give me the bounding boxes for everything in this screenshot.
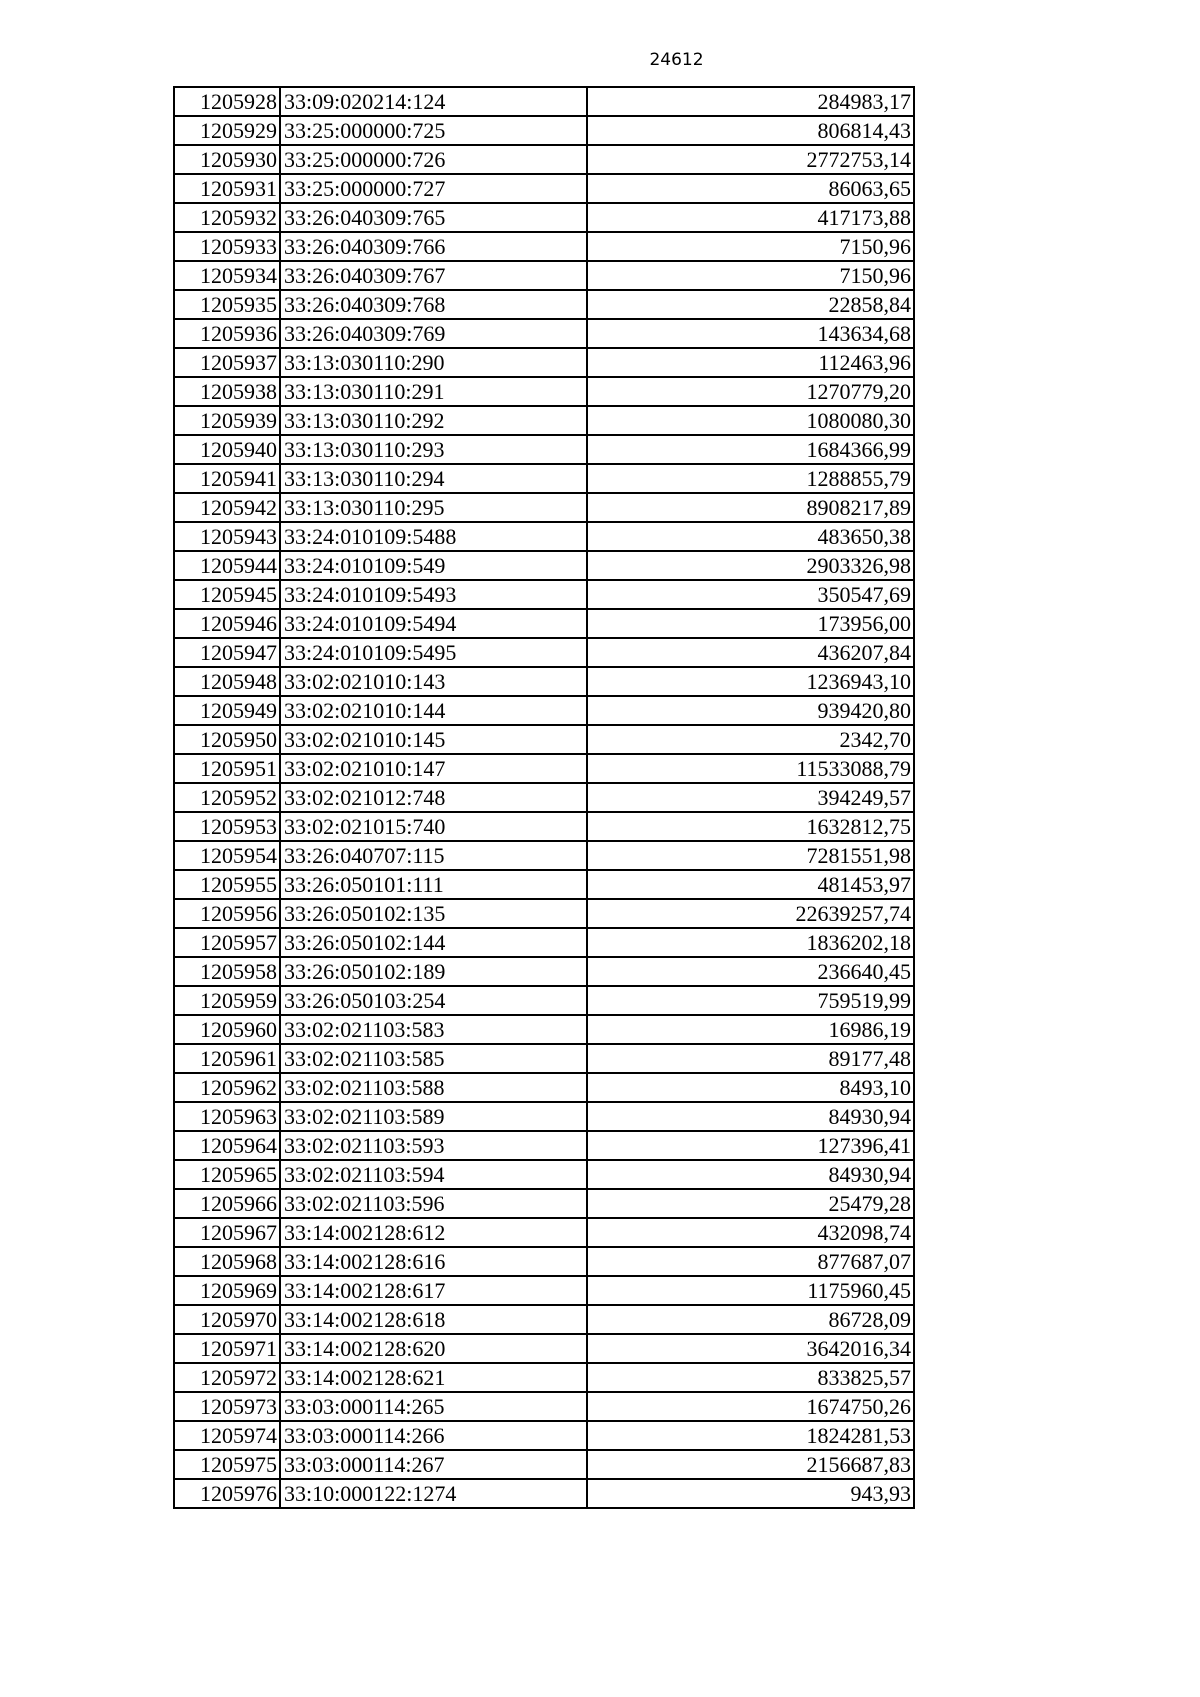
- value-cell: 86728,09: [587, 1305, 914, 1334]
- value-cell: 2903326,98: [587, 551, 914, 580]
- table-row: [174, 551, 914, 580]
- cadastral-number-cell: 33:14:002128:616: [280, 1247, 587, 1276]
- value-cell: 759519,99: [587, 986, 914, 1015]
- table-row: [174, 1218, 914, 1247]
- cadastral-number-cell: 33:10:000122:1274: [280, 1479, 587, 1508]
- value-cell: 2342,70: [587, 725, 914, 754]
- value-cell: 417173,88: [587, 203, 914, 232]
- value-cell: 127396,41: [587, 1131, 914, 1160]
- value-cell: 284983,17: [587, 87, 914, 116]
- cadastral-number-cell: 33:24:010109:5493: [280, 580, 587, 609]
- row-id-cell: 1205948: [174, 667, 280, 696]
- table-row: [174, 1479, 914, 1508]
- table-row: [174, 232, 914, 261]
- cadastral-number-cell: 33:24:010109:549: [280, 551, 587, 580]
- table-row: [174, 928, 914, 957]
- value-cell: 22858,84: [587, 290, 914, 319]
- table-row: [174, 870, 914, 899]
- row-id-cell: 1205962: [174, 1073, 280, 1102]
- value-cell: 1684366,99: [587, 435, 914, 464]
- table-row: [174, 464, 914, 493]
- cadastral-number-cell: 33:02:021010:144: [280, 696, 587, 725]
- table-row: [174, 377, 914, 406]
- value-cell: 1080080,30: [587, 406, 914, 435]
- row-id-cell: 1205965: [174, 1160, 280, 1189]
- cadastral-number-cell: 33:09:020214:124: [280, 87, 587, 116]
- row-id-cell: 1205958: [174, 957, 280, 986]
- table-row: [174, 667, 914, 696]
- row-id-cell: 1205973: [174, 1392, 280, 1421]
- table-row: [174, 1073, 914, 1102]
- row-id-cell: 1205949: [174, 696, 280, 725]
- value-cell: 8493,10: [587, 1073, 914, 1102]
- value-cell: 350547,69: [587, 580, 914, 609]
- value-cell: 1288855,79: [587, 464, 914, 493]
- table-row: [174, 290, 914, 319]
- value-cell: 939420,80: [587, 696, 914, 725]
- value-cell: 112463,96: [587, 348, 914, 377]
- table-row: [174, 783, 914, 812]
- value-cell: 3642016,34: [587, 1334, 914, 1363]
- table-row: [174, 754, 914, 783]
- value-cell: 1270779,20: [587, 377, 914, 406]
- cadastral-number-cell: 33:26:040309:765: [280, 203, 587, 232]
- value-cell: 1632812,75: [587, 812, 914, 841]
- cadastral-number-cell: 33:02:021010:145: [280, 725, 587, 754]
- table-row: [174, 261, 914, 290]
- cadastral-number-cell: 33:02:021103:589: [280, 1102, 587, 1131]
- cadastral-number-cell: 33:13:030110:295: [280, 493, 587, 522]
- row-id-cell: 1205947: [174, 638, 280, 667]
- value-cell: 877687,07: [587, 1247, 914, 1276]
- row-id-cell: 1205951: [174, 754, 280, 783]
- row-id-cell: 1205957: [174, 928, 280, 957]
- value-cell: 1824281,53: [587, 1421, 914, 1450]
- cadastral-number-cell: 33:13:030110:293: [280, 435, 587, 464]
- table-row: [174, 1305, 914, 1334]
- cadastral-number-cell: 33:02:021012:748: [280, 783, 587, 812]
- table-row: [174, 725, 914, 754]
- value-cell: 833825,57: [587, 1363, 914, 1392]
- row-id-cell: 1205974: [174, 1421, 280, 1450]
- row-id-cell: 1205934: [174, 261, 280, 290]
- cadastral-number-cell: 33:26:050102:144: [280, 928, 587, 957]
- table-row: [174, 696, 914, 725]
- value-cell: 89177,48: [587, 1044, 914, 1073]
- value-cell: 8908217,89: [587, 493, 914, 522]
- value-cell: 1175960,45: [587, 1276, 914, 1305]
- row-id-cell: 1205929: [174, 116, 280, 145]
- cadastral-number-cell: 33:14:002128:617: [280, 1276, 587, 1305]
- table-body: [174, 87, 914, 1508]
- row-id-cell: 1205940: [174, 435, 280, 464]
- cadastral-number-cell: 33:02:021010:143: [280, 667, 587, 696]
- table-row: [174, 957, 914, 986]
- cadastral-number-cell: 33:26:050103:254: [280, 986, 587, 1015]
- page-number: 24612: [649, 50, 704, 70]
- cadastral-number-cell: 33:13:030110:290: [280, 348, 587, 377]
- value-cell: 84930,94: [587, 1102, 914, 1131]
- table-row: [174, 493, 914, 522]
- row-id-cell: 1205976: [174, 1479, 280, 1508]
- row-id-cell: 1205954: [174, 841, 280, 870]
- row-id-cell: 1205939: [174, 406, 280, 435]
- cadastral-number-cell: 33:14:002128:618: [280, 1305, 587, 1334]
- row-id-cell: 1205967: [174, 1218, 280, 1247]
- row-id-cell: 1205931: [174, 174, 280, 203]
- table-row: [174, 1189, 914, 1218]
- value-cell: 7150,96: [587, 261, 914, 290]
- value-cell: 236640,45: [587, 957, 914, 986]
- row-id-cell: 1205960: [174, 1015, 280, 1044]
- cadastral-number-cell: 33:24:010109:5488: [280, 522, 587, 551]
- row-id-cell: 1205941: [174, 464, 280, 493]
- table-row: [174, 899, 914, 928]
- row-id-cell: 1205956: [174, 899, 280, 928]
- row-id-cell: 1205945: [174, 580, 280, 609]
- cadastral-number-cell: 33:26:050101:111: [280, 870, 587, 899]
- cadastral-number-cell: 33:02:021103:585: [280, 1044, 587, 1073]
- cadastral-number-cell: 33:14:002128:612: [280, 1218, 587, 1247]
- value-cell: 25479,28: [587, 1189, 914, 1218]
- table-row: [174, 435, 914, 464]
- row-id-cell: 1205953: [174, 812, 280, 841]
- value-cell: 432098,74: [587, 1218, 914, 1247]
- row-id-cell: 1205950: [174, 725, 280, 754]
- table-row: [174, 522, 914, 551]
- table-row: [174, 986, 914, 1015]
- row-id-cell: 1205959: [174, 986, 280, 1015]
- value-cell: 2772753,14: [587, 145, 914, 174]
- table-row: [174, 1102, 914, 1131]
- row-id-cell: 1205970: [174, 1305, 280, 1334]
- row-id-cell: 1205971: [174, 1334, 280, 1363]
- row-id-cell: 1205969: [174, 1276, 280, 1305]
- cadastral-number-cell: 33:14:002128:620: [280, 1334, 587, 1363]
- value-cell: 11533088,79: [587, 754, 914, 783]
- table-row: [174, 1160, 914, 1189]
- value-cell: 7281551,98: [587, 841, 914, 870]
- table-row: [174, 348, 914, 377]
- table-row: [174, 1015, 914, 1044]
- value-cell: 16986,19: [587, 1015, 914, 1044]
- value-cell: 483650,38: [587, 522, 914, 551]
- cadastral-number-cell: 33:03:000114:265: [280, 1392, 587, 1421]
- table-row: [174, 319, 914, 348]
- row-id-cell: 1205933: [174, 232, 280, 261]
- row-id-cell: 1205968: [174, 1247, 280, 1276]
- table-row: [174, 174, 914, 203]
- table-row: [174, 638, 914, 667]
- table-row: [174, 1044, 914, 1073]
- value-cell: 806814,43: [587, 116, 914, 145]
- row-id-cell: 1205972: [174, 1363, 280, 1392]
- cadastral-number-cell: 33:25:000000:725: [280, 116, 587, 145]
- table-row: [174, 609, 914, 638]
- row-id-cell: 1205946: [174, 609, 280, 638]
- cadastral-number-cell: 33:02:021103:583: [280, 1015, 587, 1044]
- table-row: [174, 1392, 914, 1421]
- cadastral-number-cell: 33:26:040707:115: [280, 841, 587, 870]
- cadastral-number-cell: 33:03:000114:266: [280, 1421, 587, 1450]
- row-id-cell: 1205930: [174, 145, 280, 174]
- cadastral-number-cell: 33:14:002128:621: [280, 1363, 587, 1392]
- table-row: [174, 1247, 914, 1276]
- row-id-cell: 1205943: [174, 522, 280, 551]
- row-id-cell: 1205932: [174, 203, 280, 232]
- table-row: [174, 812, 914, 841]
- row-id-cell: 1205938: [174, 377, 280, 406]
- cadastral-number-cell: 33:13:030110:292: [280, 406, 587, 435]
- row-id-cell: 1205975: [174, 1450, 280, 1479]
- value-cell: 86063,65: [587, 174, 914, 203]
- row-id-cell: 1205935: [174, 290, 280, 319]
- value-cell: 2156687,83: [587, 1450, 914, 1479]
- value-cell: 84930,94: [587, 1160, 914, 1189]
- value-cell: 1836202,18: [587, 928, 914, 957]
- row-id-cell: 1205942: [174, 493, 280, 522]
- cadastral-number-cell: 33:02:021103:594: [280, 1160, 587, 1189]
- cadastral-number-cell: 33:26:040309:766: [280, 232, 587, 261]
- cadastral-number-cell: 33:26:050102:135: [280, 899, 587, 928]
- value-cell: 22639257,74: [587, 899, 914, 928]
- table-row: [174, 1334, 914, 1363]
- table-row: [174, 1363, 914, 1392]
- table-row: [174, 580, 914, 609]
- row-id-cell: 1205955: [174, 870, 280, 899]
- value-cell: 1236943,10: [587, 667, 914, 696]
- row-id-cell: 1205944: [174, 551, 280, 580]
- value-cell: 173956,00: [587, 609, 914, 638]
- cadastral-number-cell: 33:02:021103:588: [280, 1073, 587, 1102]
- table-row: [174, 1421, 914, 1450]
- cadastral-number-cell: 33:25:000000:726: [280, 145, 587, 174]
- table-row: [174, 116, 914, 145]
- cadastral-number-cell: 33:13:030110:291: [280, 377, 587, 406]
- cadastral-number-cell: 33:26:040309:769: [280, 319, 587, 348]
- table-row: [174, 406, 914, 435]
- row-id-cell: 1205963: [174, 1102, 280, 1131]
- cadastral-number-cell: 33:02:021103:593: [280, 1131, 587, 1160]
- value-cell: 481453,97: [587, 870, 914, 899]
- row-id-cell: 1205952: [174, 783, 280, 812]
- cadastral-number-cell: 33:02:021010:147: [280, 754, 587, 783]
- cadastral-number-cell: 33:26:040309:768: [280, 290, 587, 319]
- cadastral-number-cell: 33:02:021103:596: [280, 1189, 587, 1218]
- row-id-cell: 1205964: [174, 1131, 280, 1160]
- cadastral-number-cell: 33:03:000114:267: [280, 1450, 587, 1479]
- row-id-cell: 1205928: [174, 87, 280, 116]
- cadastral-number-cell: 33:13:030110:294: [280, 464, 587, 493]
- row-id-cell: 1205936: [174, 319, 280, 348]
- cadastral-number-cell: 33:26:050102:189: [280, 957, 587, 986]
- value-cell: 1674750,26: [587, 1392, 914, 1421]
- cadastral-number-cell: 33:24:010109:5494: [280, 609, 587, 638]
- row-id-cell: 1205937: [174, 348, 280, 377]
- cadastral-number-cell: 33:25:000000:727: [280, 174, 587, 203]
- value-cell: 394249,57: [587, 783, 914, 812]
- value-cell: 143634,68: [587, 319, 914, 348]
- table-row: [174, 1131, 914, 1160]
- cadastral-number-cell: 33:26:040309:767: [280, 261, 587, 290]
- table-row: [174, 203, 914, 232]
- row-id-cell: 1205966: [174, 1189, 280, 1218]
- value-cell: 7150,96: [587, 232, 914, 261]
- value-cell: 943,93: [587, 1479, 914, 1508]
- value-cell: 436207,84: [587, 638, 914, 667]
- table-row: [174, 1276, 914, 1305]
- table-row: [174, 145, 914, 174]
- row-id-cell: 1205961: [174, 1044, 280, 1073]
- table-row: [174, 87, 914, 116]
- cadastral-number-cell: 33:24:010109:5495: [280, 638, 587, 667]
- table-row: [174, 841, 914, 870]
- cadastral-value-table: [173, 86, 915, 1509]
- table-row: [174, 1450, 914, 1479]
- cadastral-number-cell: 33:02:021015:740: [280, 812, 587, 841]
